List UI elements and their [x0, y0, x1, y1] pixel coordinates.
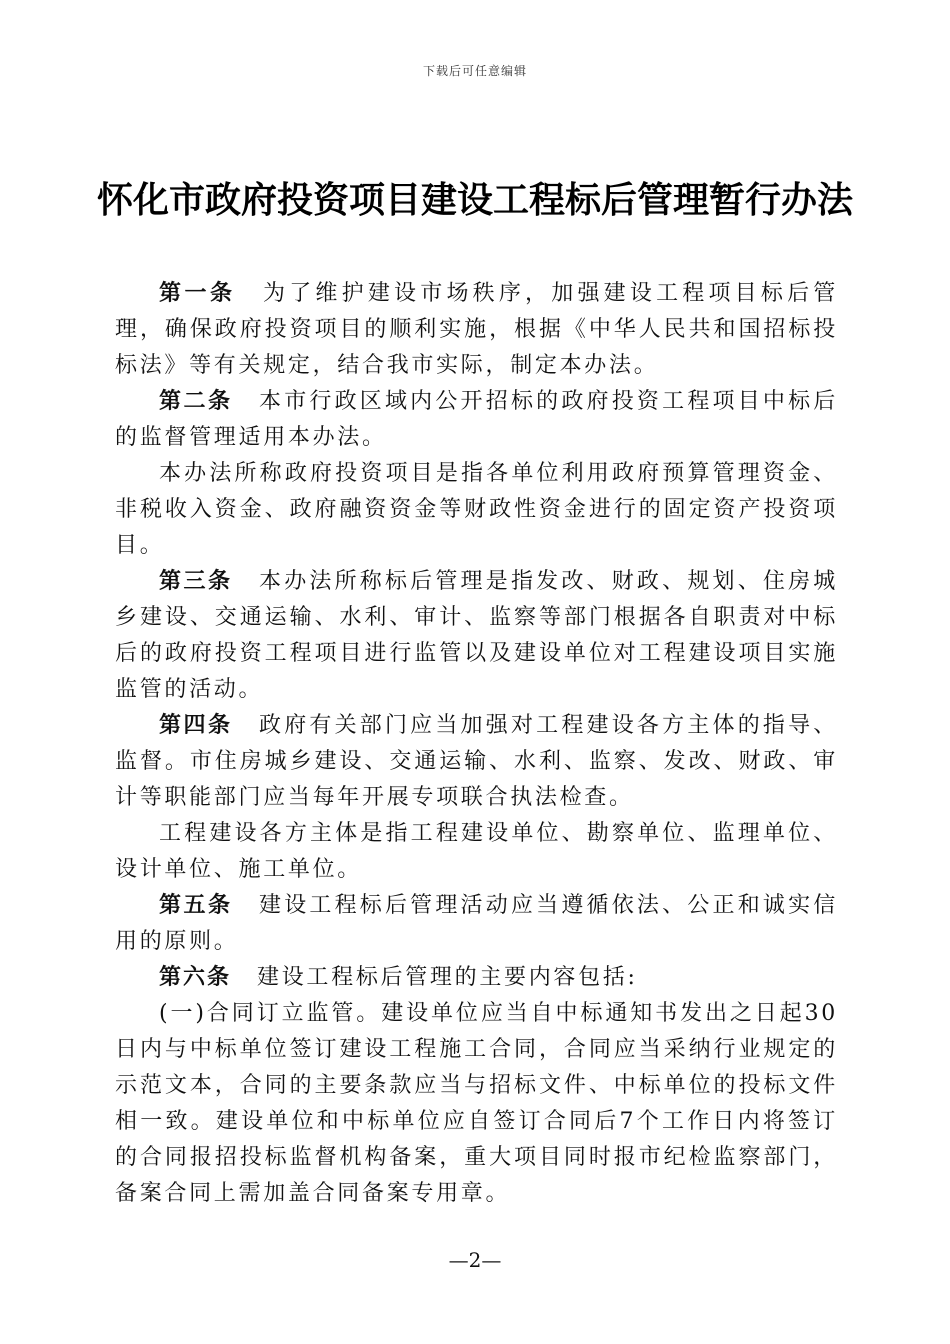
paragraph-text: 建设工程标后管理活动应当遵循依法、公正和诚实信用的原则。	[115, 893, 838, 954]
paragraph-text: 本办法所称标后管理是指发改、财政、规划、住房城乡建设、交通运输、水利、审计、监察等部门根据各自职责对中标后的政府投资工程项目进行监管以及建设单位对工程建设项目实施监管的活动。	[115, 569, 838, 702]
article-label: 第五条	[159, 893, 233, 918]
paragraph-text: (一)合同订立监管。建设单位应当自中标通知书发出之日起30日内与中标单位签订建设工程施工合同，合同应当采纳行业规定的示范文本，合同的主要条款应当与招标文件、中标单位的投标文件相一致。建设单位和中标单位应自签订合同后7个工作日内将签订的合同报招投标监督机构备案，重大项目同时报市纪检监察部门，备案合同上需加盖合同备案专用章。	[115, 1001, 838, 1206]
paragraph-text: 工程建设各方主体是指工程建设单位、勘察单位、监理单位、设计单位、施工单位。	[115, 821, 838, 882]
article-label: 第四条	[159, 713, 233, 738]
paragraph-text: 建设工程标后管理的主要内容包括:	[257, 965, 638, 990]
paragraph-text: 本市行政区域内公开招标的政府投资工程项目中标后的监督管理适用本办法。	[115, 389, 838, 450]
paragraph-article-6	[115, 960, 838, 996]
paragraph-article-1	[115, 276, 838, 384]
paragraph-definition	[115, 456, 838, 564]
paragraph-item-1	[115, 996, 838, 1212]
paragraph-article-5	[115, 888, 838, 960]
header-note: 下载后可任意编辑	[422, 64, 527, 78]
paragraph-article-2	[115, 384, 838, 456]
article-label: 第三条	[159, 569, 233, 594]
paragraph-article-3	[115, 564, 838, 708]
document-body	[115, 276, 838, 1212]
article-label: 第一条	[159, 281, 236, 306]
page-number: —2—	[448, 1248, 502, 1272]
document-title: 怀化市政府投资项目建设工程标后管理暂行办法	[96, 180, 853, 221]
paragraph-text: 政府有关部门应当加强对工程建设各方主体的指导、监督。市住房城乡建设、交通运输、水利、监察、发改、财政、审计等职能部门应当每年开展专项联合执法检查。	[115, 713, 838, 810]
article-label: 第六条	[159, 965, 232, 990]
article-label: 第二条	[159, 389, 233, 414]
paragraph-text: 为了维护建设市场秩序，加强建设工程项目标后管理，确保政府投资项目的顺利实施，根据《中华人民共和国招标投标法》等有关规定，结合我市实际，制定本办法。	[115, 281, 838, 378]
paragraph-parties	[115, 816, 838, 888]
paragraph-text: 本办法所称政府投资项目是指各单位利用政府预算管理资金、非税收入资金、政府融资资金等财政性资金进行的固定资产投资项目。	[115, 461, 838, 558]
paragraph-article-4	[115, 708, 838, 816]
